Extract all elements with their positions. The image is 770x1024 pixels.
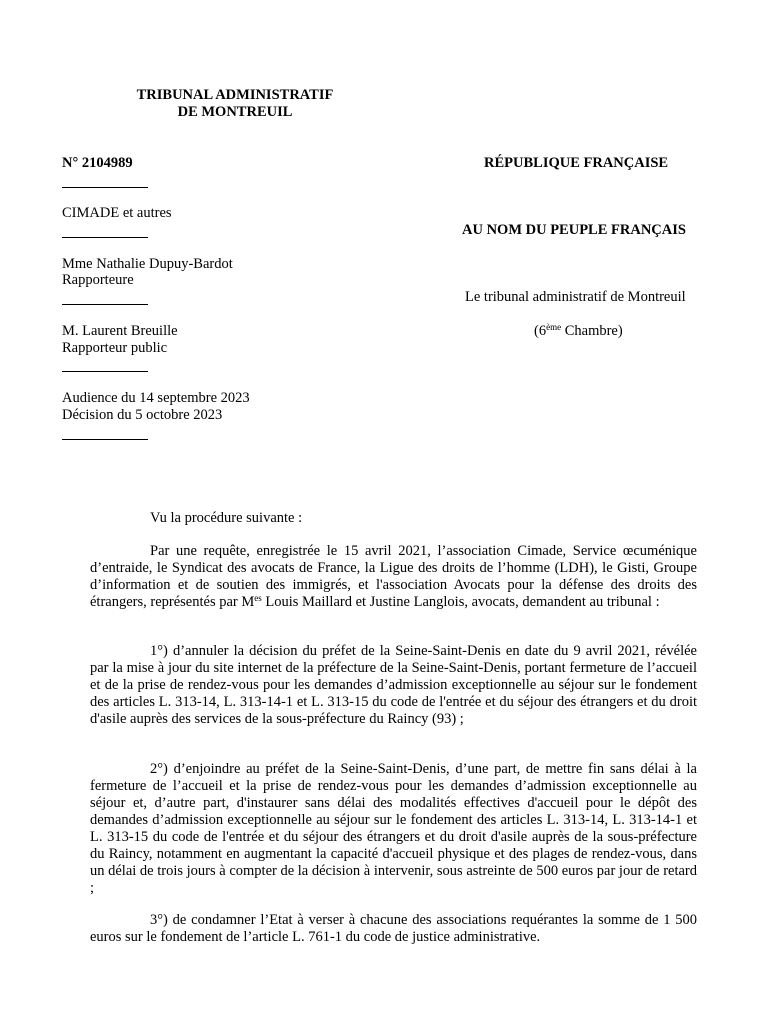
- request-text-part1: Par une requête, enregistrée le 15 avril 2021, l’association Cimade, Service œcuménique d’entraide, le Syndicat des avocats de France, la Ligue des droits de l’homme (LDH), le Gisti, Groupe d’information et de soutien des immigrés, et l'association Avocats pour la défense des droits des étrangers, représentés par M: [90, 543, 697, 610]
- court-name-line2: DE MONTREUIL: [177, 104, 293, 120]
- separator-line: [62, 439, 148, 440]
- rapporteur-role: Rapporteure: [62, 272, 134, 288]
- chamber-line: [534, 323, 623, 340]
- republic-heading: RÉPUBLIQUE FRANÇAISE: [484, 155, 669, 171]
- conclusion-item-1: 1°) d’annuler la décision du préfet de la Seine-Saint-Denis en date du 9 avril 2021, révélée par la mise à jour du site internet de la préfecture de la Seine-Saint-Denis, portant fermeture de l’accueil et de la prise de rendez-vous pour les demandes d’admission exceptionnelle au séjour sur le fondement des articles L. 313-14, L. 313-14-1 et L. 313-15 du code de l'entrée et du séjour des étrangers et du droit d'asile auprès des services de la sous-préfecture du Raincy (93) ;: [90, 643, 697, 727]
- in-name-of-heading: AU NOM DU PEUPLE FRANÇAIS: [462, 222, 686, 238]
- procedure-intro: Vu la procédure suivante :: [150, 510, 303, 526]
- public-rapporteur-role: Rapporteur public: [62, 340, 168, 356]
- court-name-line1: TRIBUNAL ADMINISTRATIF: [136, 87, 334, 103]
- request-superscript: es: [254, 593, 262, 603]
- conclusion-item-3: 3°) de condamner l’Etat à verser à chacune des associations requérantes la somme de 1 500 euros sur le fondement de l’article L. 761-1 du code de justice administrative.: [90, 912, 697, 945]
- request-paragraph: [90, 543, 697, 611]
- parties: CIMADE et autres: [62, 205, 172, 221]
- conclusion-item-2: 2°) d’enjoindre au préfet de la Seine-Saint-Denis, d’une part, de mettre fin sans délai à la fermeture de l’accueil et la prise de rendez-vous pour les demandes d’admission exceptionnelle au séjour et, d’autre part, d'instaurer sans délai des modalités effectives d'accueil pour le dépôt des demandes d’admission exceptionnelle au séjour sur le fondement des articles L. 313-14, L. 313-14-1 et L. 313-15 du code de l'entrée et du séjour des étrangers et du droit d'asile auprès de la sous-préfecture du Raincy, notamment en augmentant la capacité d'accueil physique et des plages de rendez-vous, dans un délai de trois jours à compter de la décision à intervenir, sous astreinte de 500 euros par jour de retard ;: [90, 761, 698, 896]
- separator-line: [62, 304, 148, 305]
- chamber-prefix: (6: [534, 323, 547, 339]
- chamber-superscript: ème: [546, 322, 562, 332]
- tribunal-line: Le tribunal administratif de Montreuil: [465, 289, 686, 305]
- separator-line: [62, 187, 148, 188]
- case-number: N° 2104989: [62, 155, 133, 171]
- public-rapporteur-name: M. Laurent Breuille: [62, 323, 178, 339]
- hearing-date: Audience du 14 septembre 2023: [62, 390, 250, 406]
- separator-line: [62, 237, 148, 238]
- request-text-part2: Louis Maillard et Justine Langlois, avocats, demandent au tribunal :: [261, 594, 660, 610]
- chamber-suffix: Chambre): [561, 323, 623, 339]
- separator-line: [62, 371, 148, 372]
- decision-date: Décision du 5 octobre 2023: [62, 407, 223, 423]
- rapporteur-name: Mme Nathalie Dupuy-Bardot: [62, 256, 233, 272]
